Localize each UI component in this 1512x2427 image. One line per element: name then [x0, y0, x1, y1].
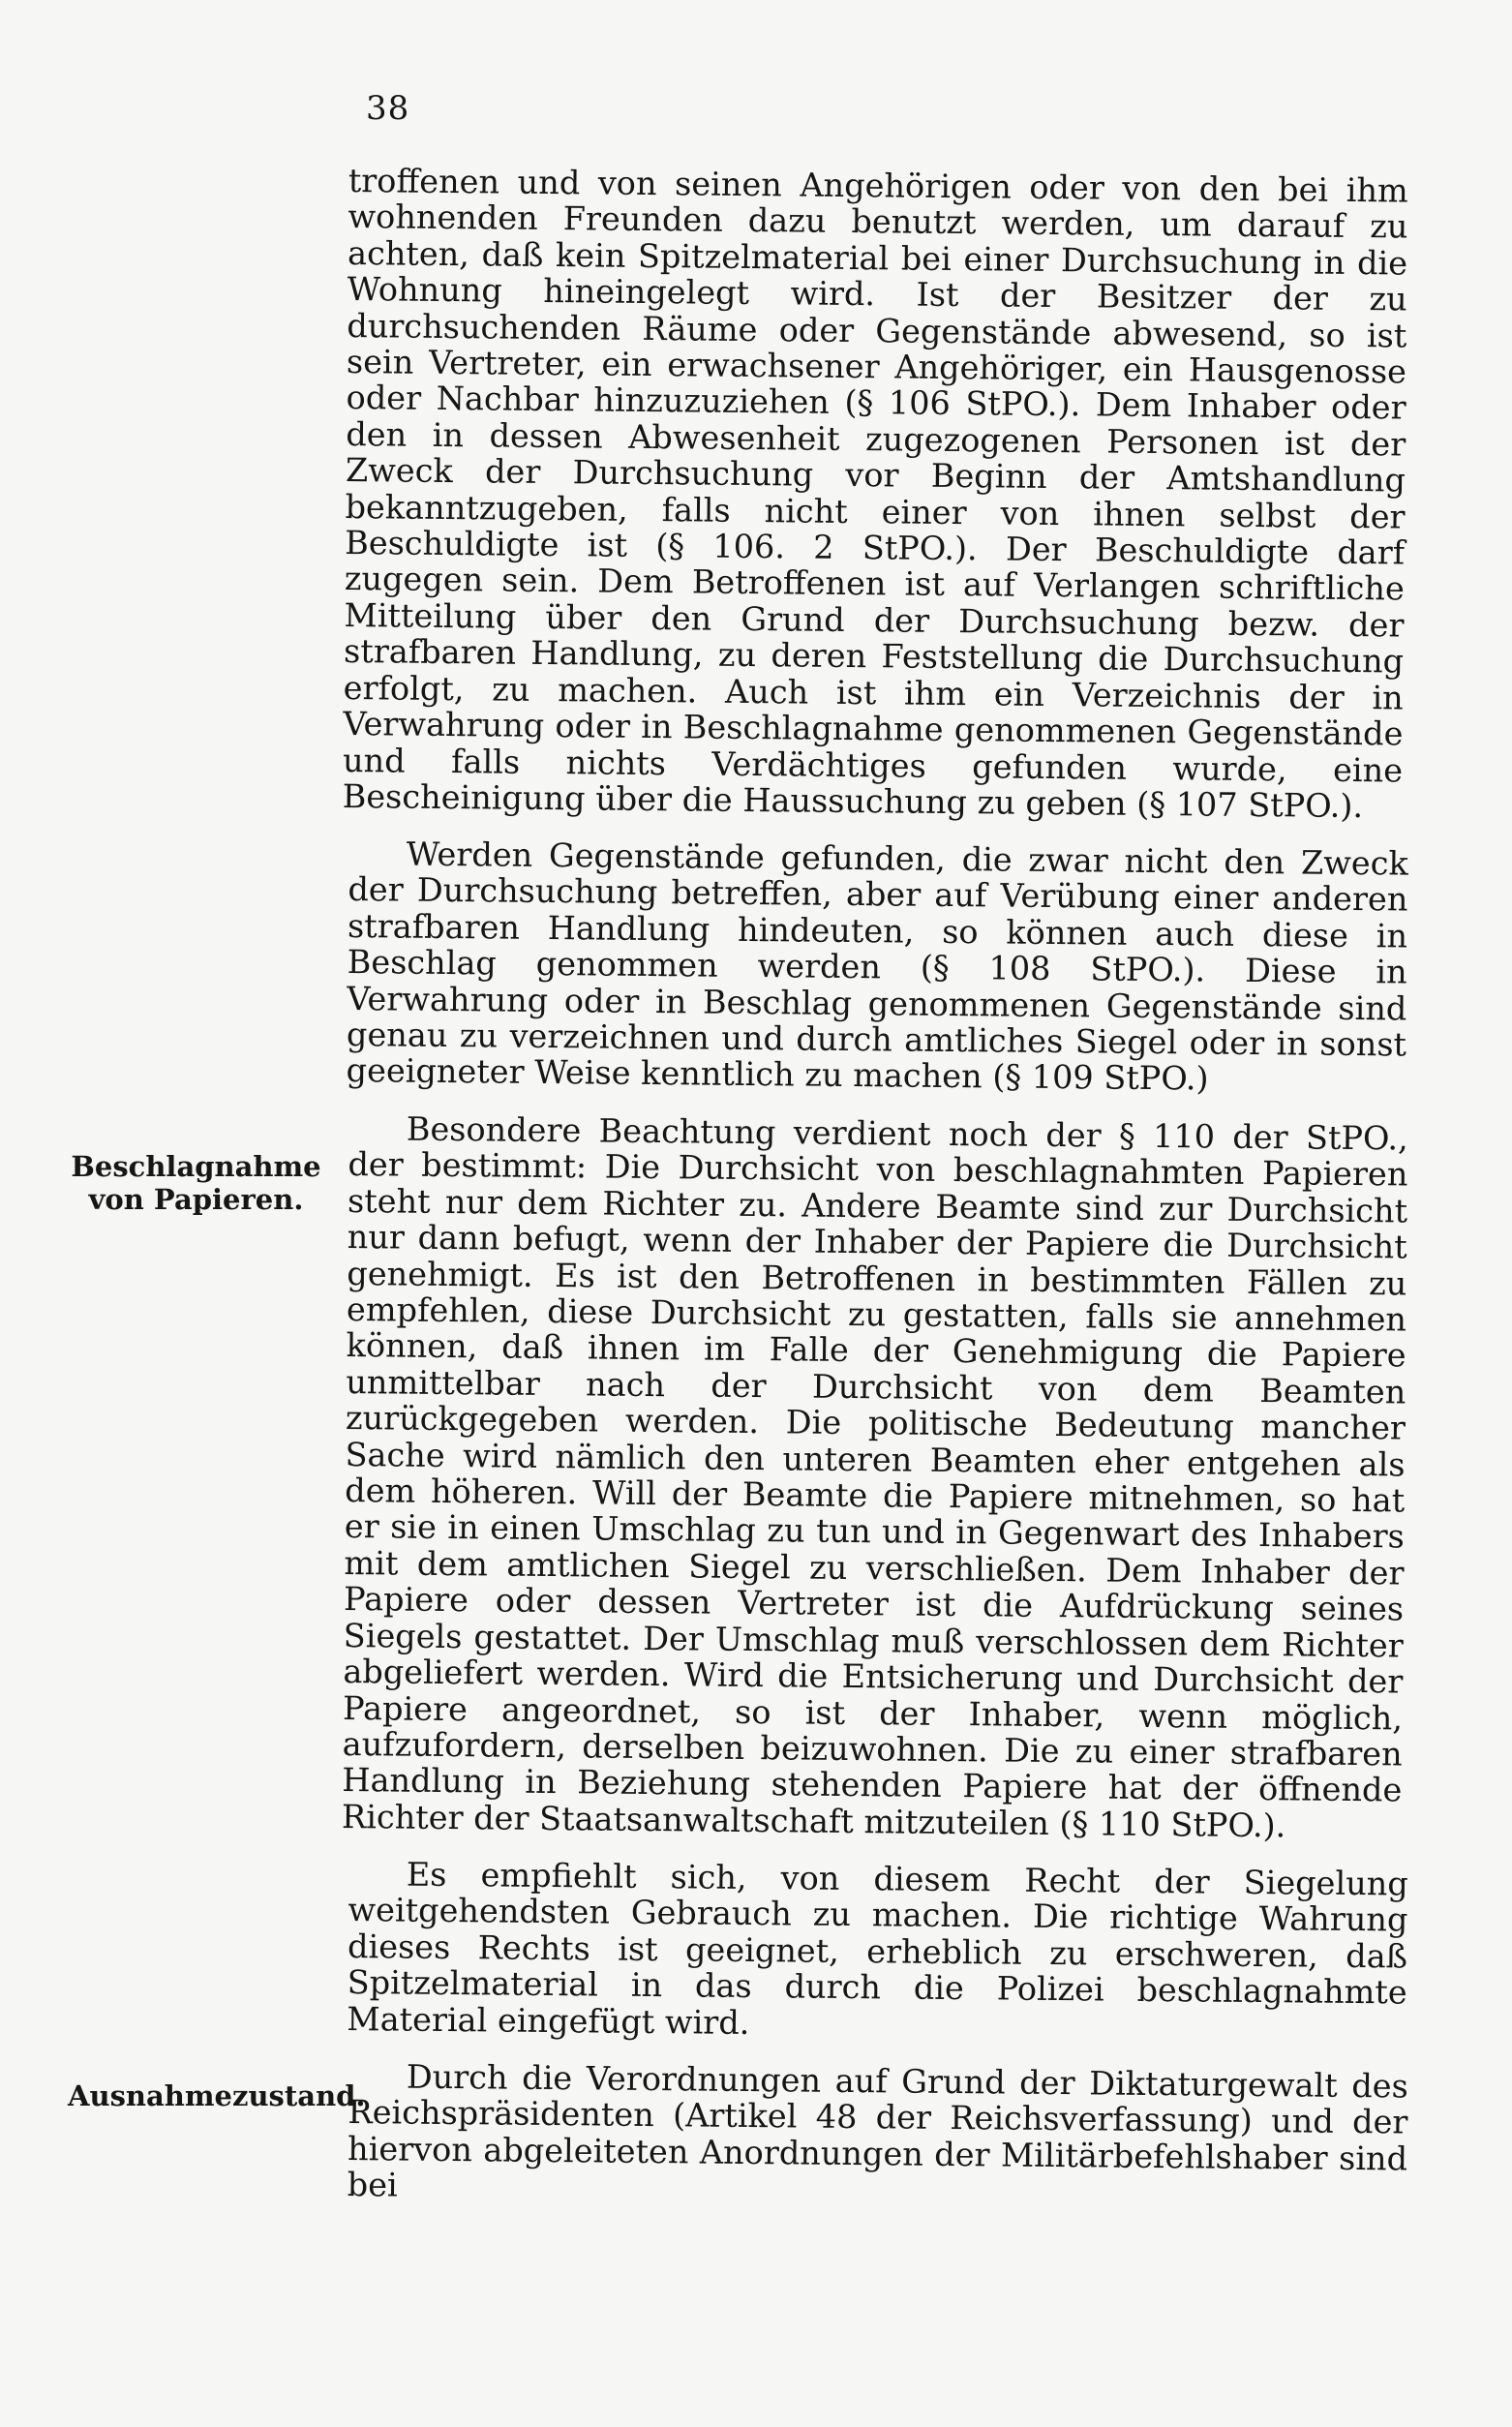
paragraph-siegelung: Es empfiehlt sich, von diesem Recht der Siegelung weitgehendsten Gebrauch zu machen. Die richtige Wahrung dieses Rechts ist geeignet, erheblich zu erschweren, daß Spitzelmaterial in das durch die Polizei beschlagnahmte Material eingefügt wird.: [347, 1855, 1408, 2042]
paragraph-gegenstaende: Werden Gegenstände gefunden, die zwar nicht den Zweck der Durchsuchung betreffen, aber auf Verübung einer anderen strafbaren Handlung hindeuten, so können auch diese in Beschlag genommen werden (§ 108 StPO.). Diese in Verwahrung oder in Beschlag genommenen Gegenstände sind genau zu verzeichnen und durch amtliches Siegel oder in sonst geeigneter Weise kenntlich zu machen (§ 109 StPO.): [346, 834, 1408, 1099]
paragraph-verordnungen: Durch die Verordnungen auf Grund der Diktaturgewalt des Reichspräsidenten (Artikel 48 der Reichsverfassung) und der hiervon abgeleiteten Anordnungen der Militärbefehlshaber sind bei: [347, 2057, 1408, 2205]
paragraph-durchsuchung: troffenen und von seinen Angehörigen oder von den bei ihm wohnenden Freunden dazu benutzt werden, um darauf zu achten, daß kein Spitzelmaterial bei einer Durchsuchung in die Wohnung hineingelegt wird. Ist der Besitzer der zu durchsuchenden Räume oder Gegenstände abwesend, so ist sein Vertreter, ein erwachsener Angehöriger, ein Hausgenosse oder Nachbar hinzuzuziehen (§ 106 StPO.). Dem Inhaber oder den in dessen Abwesenheit zugezogenen Personen ist der Zweck der Durchsuchung vor Beginn der Amtshandlung bekanntzugeben, falls nicht einer von ihnen selbst der Beschuldigte ist (§ 106. 2 StPO.). Der Beschuldigte darf zugegen sein. Dem Betroffenen ist auf Verlangen schriftliche Mitteilung über den Grund der Durchsuchung bezw. der strafbaren Handlung, zu deren Feststellung die Durchsuchung erfolgt, zu machen. Auch ist ihm ein Verzeichnis der in Verwahrung oder in Beschlagnahme genommenen Gegenstände und falls nichts Verdächtiges gefunden wurde, eine Bescheinigung über die Haussuchung zu geben (§ 107 StPO.).: [342, 162, 1408, 825]
page-number: 38: [366, 89, 410, 128]
margin-note-beschlagnahme: Beschlagnahme von Papieren.: [71, 1150, 321, 1216]
body-text: [341, 162, 1408, 2225]
margin-note-ausnahmezustand: Ausnahmezustand.: [68, 2079, 366, 2112]
paragraph-paragraph-110: Besondere Beachtung verdient noch der § 110 der StPO., der bestimmt: Die Durchsicht von beschlagnahmten Papieren steht nur dem Richter zu. Andere Beamte sind zur Durchsicht nur dann befugt, wenn der Inhaber der Papiere die Durchsicht genehmigt. Es ist den Betroffenen in bestimmten Fällen zu empfehlen, diese Durchsicht zu gestatten, falls sie annehmen können, daß ihnen im Falle der Genehmigung die Papiere unmittelbar nach der Durchsicht von dem Beamten zurückgegeben werden. Die politische Bedeutung mancher Sache wird nämlich den unteren Beamten eher entgehen als dem höheren. Will der Beamte die Papiere mitnehmen, so hat er sie in einen Umschlag zu tun und in Gegenwart des Inhabers mit dem amtlichen Siegel zu verschließen. Dem Inhaber der Papiere oder dessen Vertreter ist die Aufdrückung seines Siegels gestattet. Der Umschlag muß verschlossen dem Richter abgeliefert werden. Wird die Entsicherung und Durchsicht der Papiere angeordnet, so ist der Inhaber, wenn möglich, aufzufordern, derselben beizuwohnen. Die zu einer strafbaren Handlung in Beziehung stehenden Papiere hat der öffnende Richter der Staatsanwaltschaft mitzuteilen (§ 110 StPO.).: [341, 1109, 1408, 1845]
